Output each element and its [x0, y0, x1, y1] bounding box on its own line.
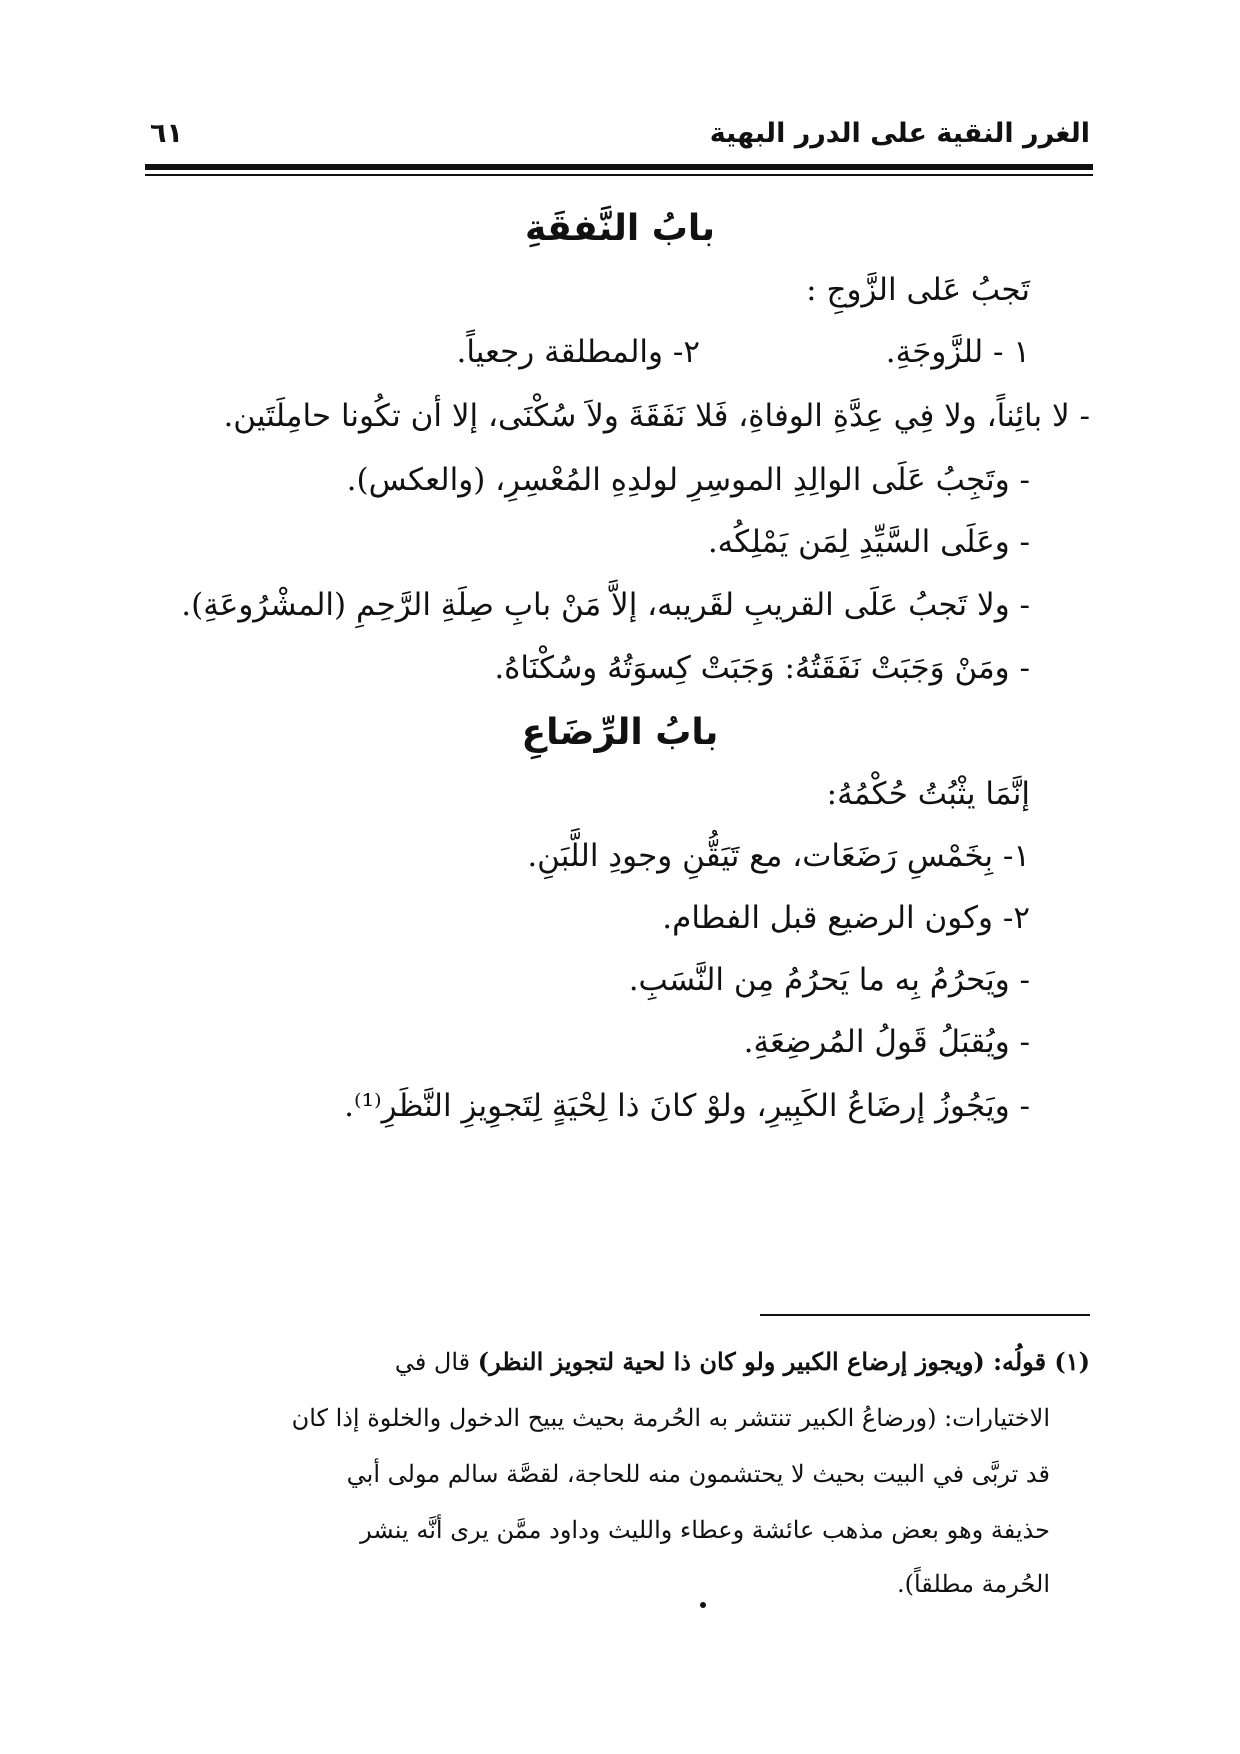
list-item: ٢- والمطلقة رجعياً. [456, 334, 700, 370]
footnote-line [150, 1340, 1090, 1384]
text-line: - وعَلَى السَّيِّدِ لِمَن يَمْلِكُه. [707, 524, 1030, 560]
text-line: - لا بائِناً، ولا فِي عِدَّةِ الوفاةِ، فَلا نَفَقَةَ ولاَ سُكْنَى، إلا أن تكُونا حامِلَتَين. [223, 398, 1090, 434]
footnote-separator [760, 1314, 1090, 1316]
footnote-line: حذيفة وهو بعض مذهب عائشة وعطاء والليث وداود ممَّن يرى أنَّه ينشر [360, 1516, 1050, 1544]
page-number: ٦١ [150, 118, 183, 149]
footnote-line: الحُرمة مطلقاً). [897, 1570, 1050, 1598]
text-line: ٢- وكون الرضيع قبل الفطام. [662, 900, 1030, 936]
running-header [150, 118, 1090, 158]
text-line: ١- بِخَمْسِ رَضَعَات، مع تَيَقُّنِ وجودِ اللَّبَنِ. [527, 838, 1030, 874]
section1-items-row [150, 330, 1030, 374]
section-heading-rada: بابُ الرِّضَاعِ [521, 712, 719, 753]
footnote-lead-tail: قال في [394, 1348, 471, 1376]
text-line: - ويَحرُمُ بِه ما يَحرُمُ مِن النَّسَبِ. [628, 962, 1030, 998]
text-line: - ومَنْ وَجَبَتْ نَفَقَتُهُ: وَجَبَتْ كِسوَتُهُ وسُكْنَاهُ. [494, 650, 1030, 686]
header-rule-thin [145, 174, 1093, 176]
text-line: - ويُقبَلُ قَولُ المُرضِعَةِ. [743, 1024, 1030, 1060]
section2-intro: إنَّمَا يثْبُتُ حُكْمُهُ: [826, 776, 1030, 812]
header-rule-thick [145, 164, 1093, 170]
section-heading-nafaqa: بابُ النَّفقَةِ [525, 208, 715, 249]
list-item: ١ - للزَّوجَةِ. [885, 334, 1030, 370]
section1-intro: تَجبُ عَلى الزَّوجِ : [806, 272, 1030, 308]
footnote-line: قد تربَّى في البيت بحيث لا يحتشمون منه للحاجة، لقصَّة سالم مولى أبي [346, 1460, 1050, 1488]
footnote-lead: (١) قولُه: (ويجوز إرضاع الكبير ولو كان ذا لحية لتجويز النظر) [477, 1347, 1090, 1376]
text-line: - وتَجِبُ عَلَى الوالِدِ الموسِرِ لولدِهِ المُعْسِرِ، (والعكس). [346, 462, 1030, 498]
footnote-line: الاختيارات: (ورضاعُ الكبير تنتشر به الحُرمة بحيث يبيح الدخول والخلوة إذا كان [291, 1404, 1050, 1432]
book-title: الغرر النقية على الدرر البهية [709, 118, 1090, 149]
page-bottom-dot [700, 1602, 706, 1608]
text-line: - ولا تَجبُ عَلَى القريبِ لقَريبه، إلاَّ مَنْ بابِ صِلَةِ الرَّحِمِ (المشْرُوعَةِ). [181, 587, 1030, 623]
text-line: - ويَجُوزُ إرضَاعُ الكَبِيرِ، ولوْ كانَ ذا لِحْيَةٍ لِتَجوِيزِ النَّظَرِ⁽¹⁾. [344, 1088, 1030, 1124]
